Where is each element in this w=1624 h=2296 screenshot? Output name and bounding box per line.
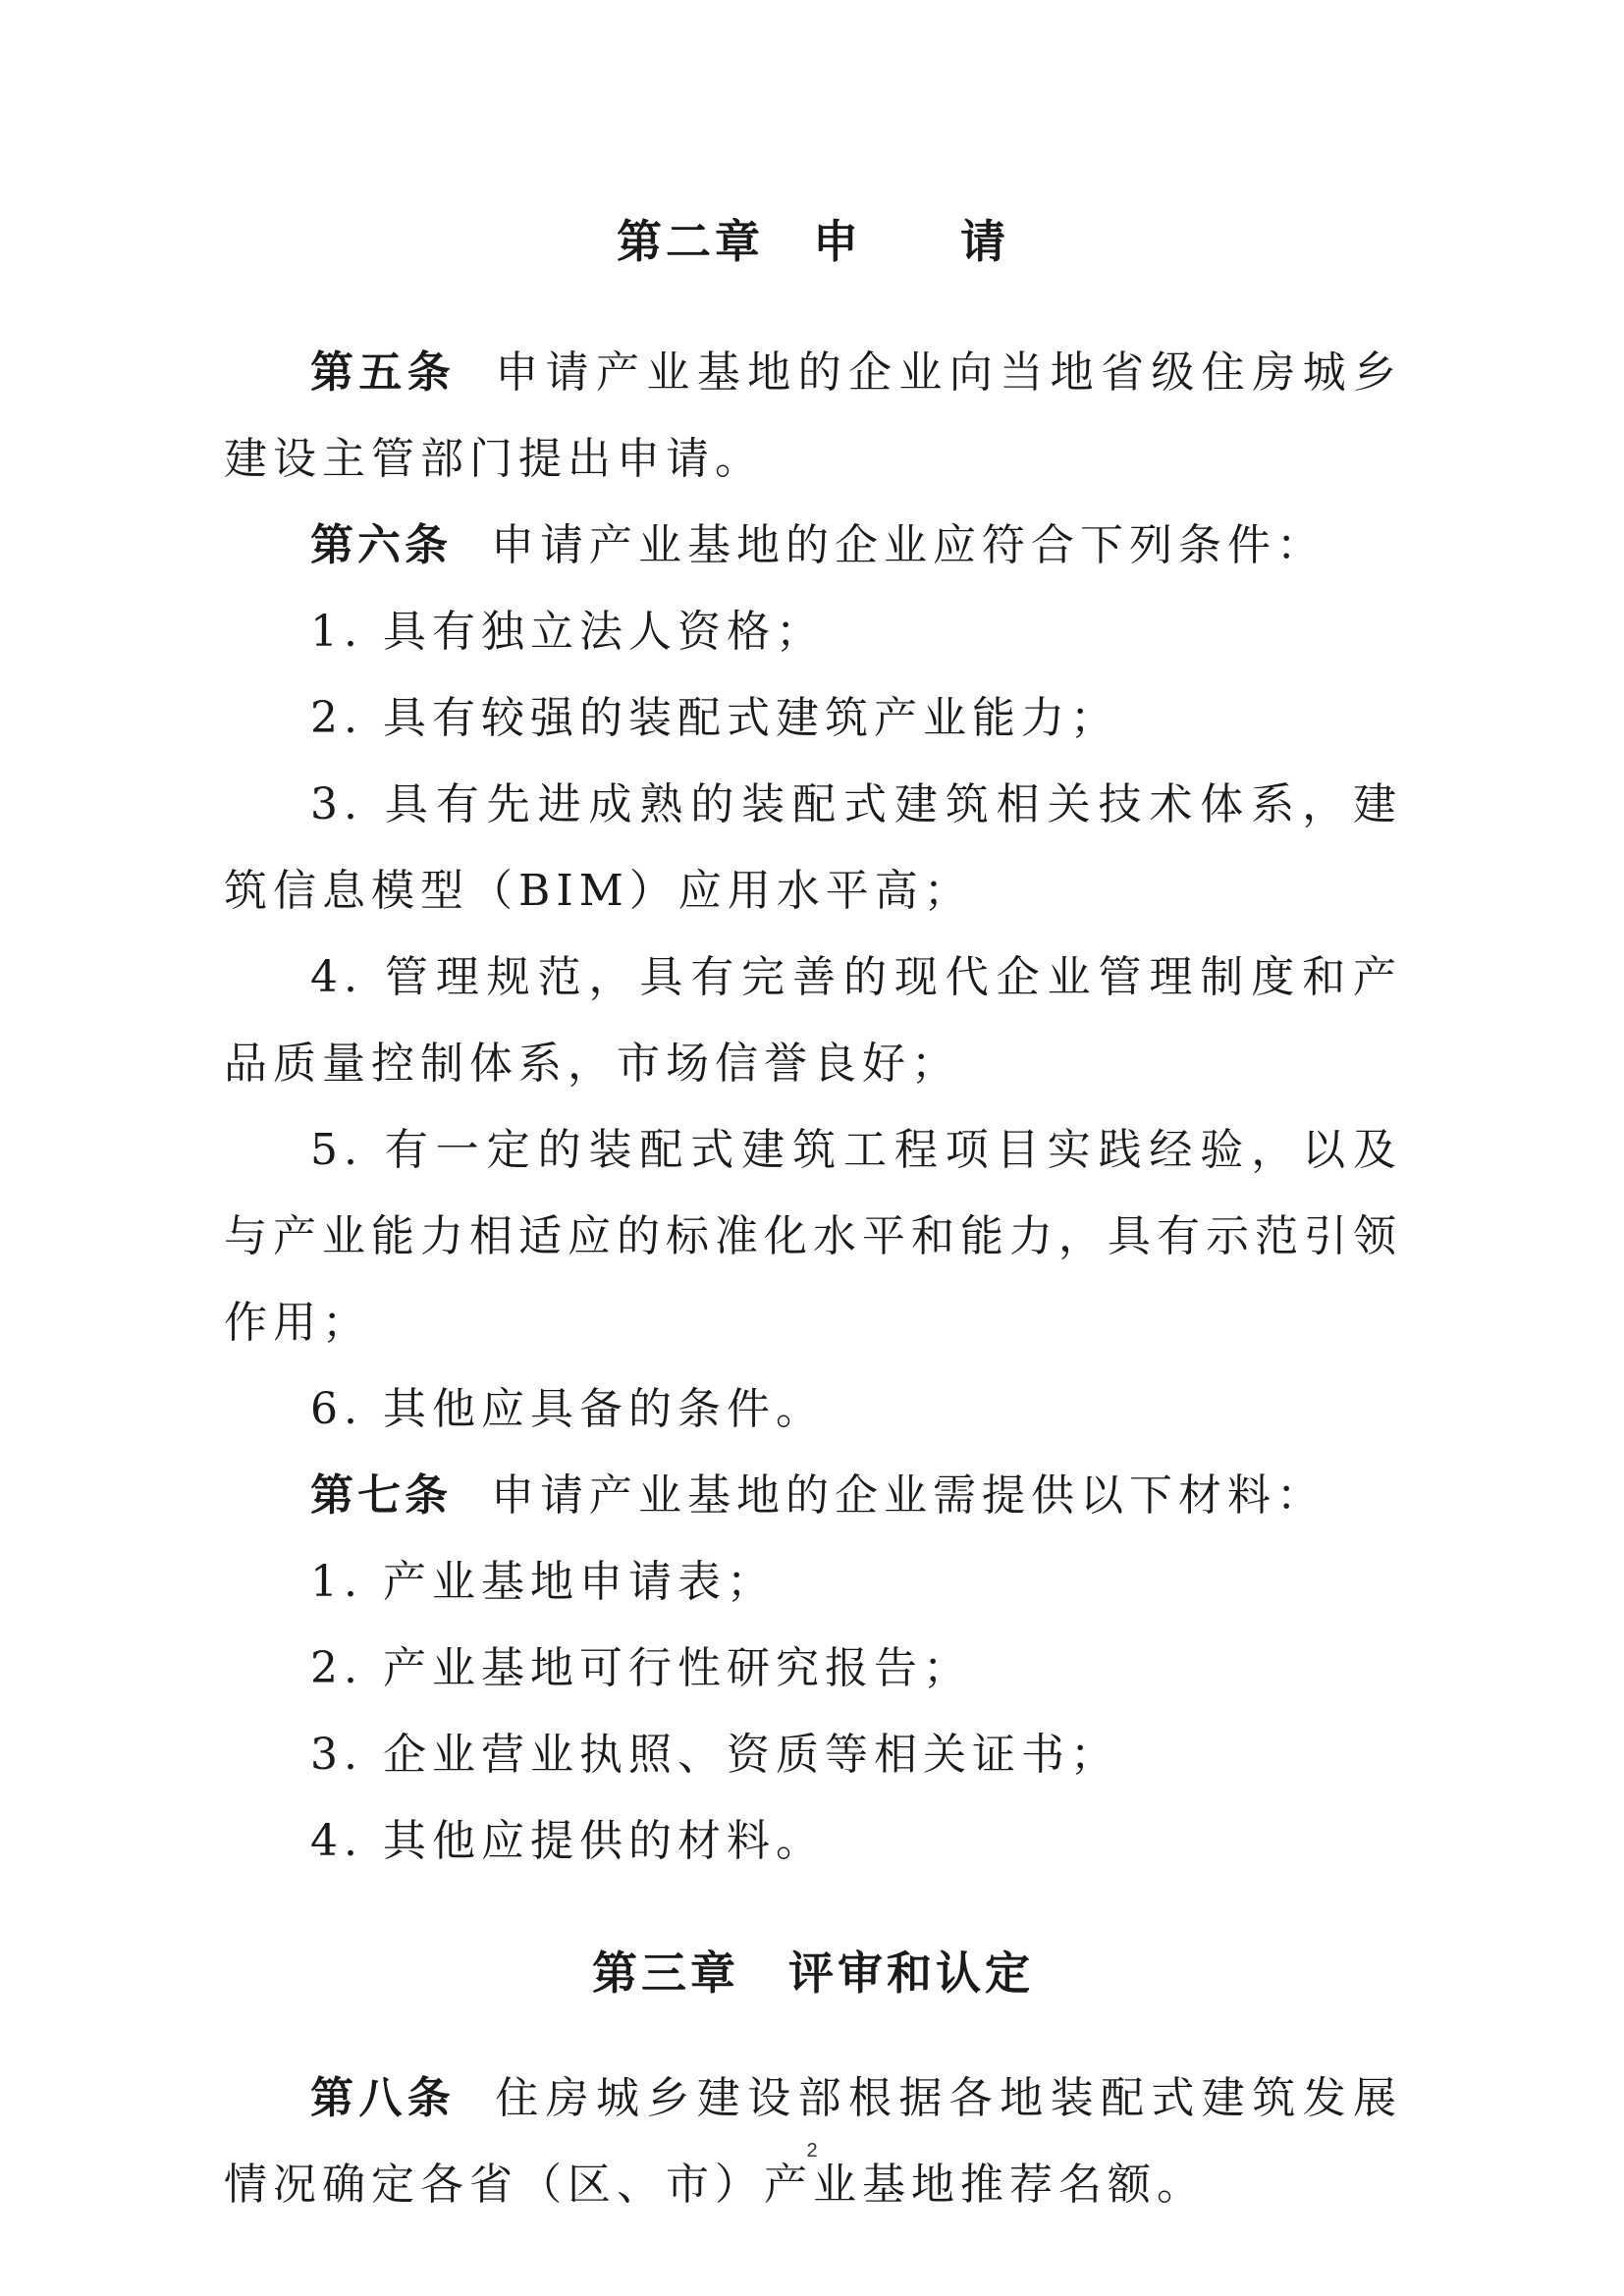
article-8-label: 第八条 bbox=[310, 2073, 457, 2123]
article-8-text: 住房城乡建设部根据各地装配式建筑发展情况确定各省（区、市）产业基地推荐名额。 bbox=[224, 2073, 1403, 2210]
chapter-3-title: 第三章 评审和认定 bbox=[592, 1947, 1034, 2000]
article-7-text: 申请产业基地的企业需提供以下材料： bbox=[491, 1470, 1326, 1521]
article-6-item: 4. 管理规范，具有完善的现代企业管理制度和产品质量控制体系，市场信誉良好； bbox=[224, 952, 1402, 1089]
article-6-item: 2. 具有较强的装配式建筑产业能力； bbox=[310, 693, 1119, 743]
article-6 bbox=[224, 503, 1402, 589]
article-7-item: 1. 产业基地申请表； bbox=[310, 1557, 776, 1607]
article-5-label: 第五条 bbox=[310, 347, 457, 398]
article-6-item: 6. 其他应具备的条件。 bbox=[310, 1384, 825, 1434]
article-6-item: 3. 具有先进成熟的装配式建筑相关技术体系，建筑信息模型（BIM）应用水平高； bbox=[224, 779, 1402, 916]
article-6-label: 第六条 bbox=[310, 520, 452, 570]
article-7-item: 2. 产业基地可行性研究报告； bbox=[310, 1643, 972, 1693]
page-number: 2 bbox=[806, 2140, 818, 2162]
article-7-label: 第七条 bbox=[310, 1470, 452, 1521]
article-5 bbox=[224, 330, 1402, 503]
article-7 bbox=[224, 1453, 1402, 1539]
page-content bbox=[224, 196, 1402, 2228]
chapter-2-title: 第二章 申 请 bbox=[617, 215, 1009, 268]
article-7-item: 3. 企业营业执照、资质等相关证书； bbox=[310, 1730, 1119, 1780]
article-6-text: 申请产业基地的企业应符合下列条件： bbox=[491, 520, 1326, 570]
article-7-item: 4. 其他应提供的材料。 bbox=[310, 1816, 825, 1866]
article-5-text: 申请产业基地的企业向当地省级住房城乡建设主管部门提出申请。 bbox=[224, 347, 1403, 484]
article-6-item: 5. 有一定的装配式建筑工程项目实践经验，以及与产业能力相适应的标准化水平和能力，具有示范引领作用； bbox=[224, 1125, 1402, 1348]
article-6-item: 1. 具有独立法人资格； bbox=[310, 607, 825, 657]
